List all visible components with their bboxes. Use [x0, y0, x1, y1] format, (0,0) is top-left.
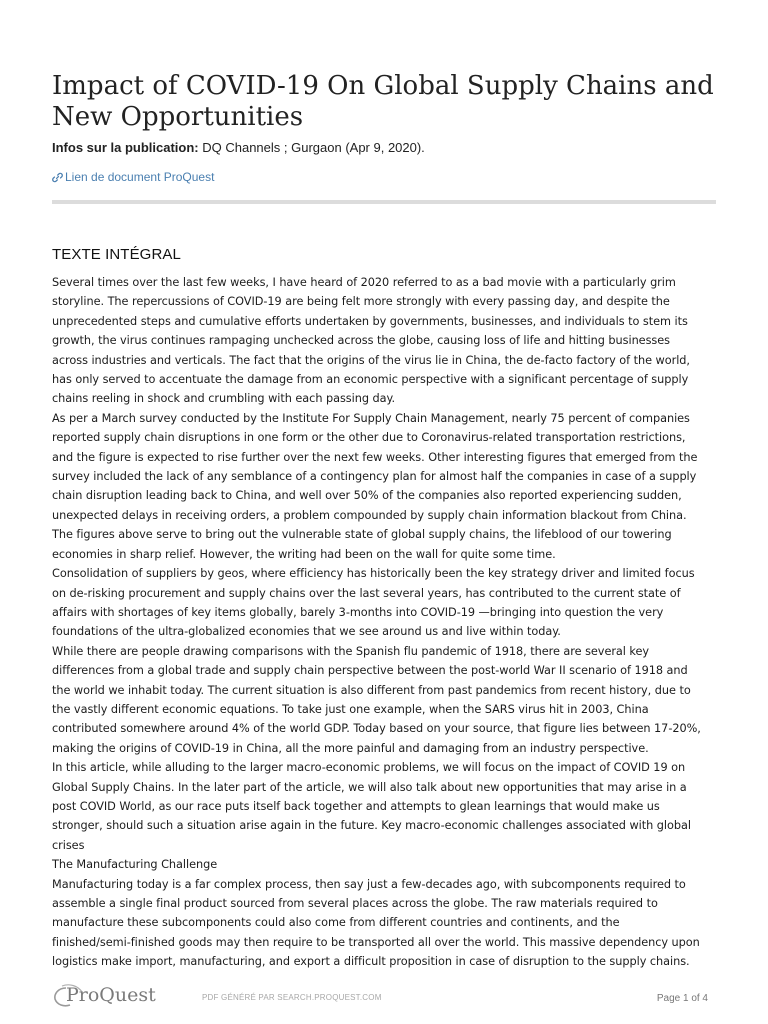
body-line: Manufacturing today is a far complex process, then say just a few-decades ago, with subcomponents required to — [52, 877, 686, 891]
body-line: While there are people drawing comparisons with the Spanish flu pandemic of 1918, there are several key — [52, 644, 650, 658]
body-line: the vastly different economic equations. To take just one example, when the SARS virus hit in 2003, China — [52, 702, 649, 716]
footer-page-number: Page 1 of 4 — [656, 993, 708, 1004]
body-line: logistics make import, manufacturing, and export a difficult proposition in case of disruption to the supply chains. — [52, 955, 690, 969]
body-line: As per a March survey conducted by the Institute For Supply Chain Management, nearly 75 percent of companies — [52, 411, 690, 425]
footer-generated-text: PDF GÉNÉRÉ PAR SEARCH.PROQUEST.COM — [202, 993, 382, 1002]
proquest-document-link[interactable] — [52, 170, 214, 185]
body-line: In this article, while alluding to the larger macro-economic problems, we will focus on the impact of COVID 19 on — [52, 761, 686, 775]
body-line: contributed somewhere around 4% of the world GDP. Today based on your source, that figure lies between 17-20%, — [52, 722, 701, 736]
body-line: economies in sharp relief. However, the writing had been on the wall for quite some time. — [52, 547, 556, 561]
body-line: chains reeling in shock and crumbling with each passing day. — [52, 392, 396, 406]
document-title: Impact of COVID-19 On Global Supply Chains and New Opportunities — [52, 71, 714, 132]
body-line: making the origins of COVID-19 in China, all the more painful and damaging from an industry perspective. — [52, 741, 649, 755]
header-divider — [52, 200, 716, 204]
body-line: stronger, should such a situation arise again in the future. Key macro-economic challenges associated with global — [52, 819, 691, 833]
link-icon — [52, 172, 63, 183]
body-line: unexpected delays in receiving orders, a problem compounded by supply chain information blackout from China. — [52, 508, 687, 522]
body-line: assemble a single final product sourced from several places across the globe. The raw materials required to — [52, 897, 658, 910]
body-line: finished/semi-finished goods may then require to be transported all over the world. This massive dependency upon — [52, 935, 700, 949]
body-line: foundations of the ultra-globalized economies that we see around us and live within today. — [52, 625, 561, 639]
publication-label: Infos sur la publication: — [52, 140, 199, 155]
link-label[interactable]: Lien de document ProQuest — [65, 170, 215, 184]
body-line: manufacture these subcomponents could also come from different countries and continents, and the — [52, 916, 620, 930]
body-line: The figures above serve to bring out the vulnerable state of global supply chains, the lifeblood of our towering — [52, 528, 672, 542]
body-line: Global Supply Chains. In the later part of the article, we will also talk about new opportunities that may arise in a — [52, 780, 687, 794]
proquest-logo — [52, 980, 156, 1010]
body-line: The Manufacturing Challenge — [52, 858, 218, 872]
body-line: Consolidation of suppliers by geos, where efficiency has historically been the key strategy driver and limited focus — [52, 567, 695, 581]
body-line: the world we inhabit today. The current situation is also different from past pandemics from recent history, due to — [52, 683, 691, 697]
body-line: Several times over the last few weeks, I have heard of 2020 referred to as a bad movie with a particularly grim — [52, 276, 676, 289]
body-line: across industries and verticals. The fact that the origins of the virus lie in China, the de-facto factory of the world, — [52, 353, 690, 367]
publication-info — [52, 139, 716, 156]
publication-value: DQ Channels ; Gurgaon (Apr 9, 2020). — [198, 140, 425, 155]
body-line: differences from a global trade and supply chain perspective between the post-world War II scenario of 1918 and — [52, 664, 688, 678]
logo-text: ProQuest — [66, 984, 156, 1006]
body-line: chain disruption leading back to China, and well over 50% of the companies also reported experiencing sudden, — [52, 489, 682, 503]
body-line: post COVID World, as our race puts itself back together and attempts to glean learnings that would make us — [52, 799, 660, 813]
body-line: affairs with shortages of key items globally, barely 3-months into COVID-19 —bringing into question the very — [52, 605, 664, 619]
body-line: storyline. The repercussions of COVID-19 are being felt more strongly with every passing day, and despite the — [52, 295, 670, 309]
body-text — [52, 273, 722, 972]
section-heading: TEXTE INTÉGRAL — [52, 246, 181, 263]
body-line: reported supply chain disruptions in one form or the other due to Coronavirus-related transportation restrictions, — [52, 431, 686, 445]
body-line: crises — [52, 838, 85, 852]
body-line: unprecedented steps and cumulative efforts undertaken by governments, businesses, and individuals to stem its — [52, 314, 688, 328]
body-line: has only served to accentuate the damage from an economic perspective with a significant percentage of supply — [52, 373, 689, 387]
body-line: and the figure is expected to rise further over the next few weeks. Other interesting figures that emerged from the — [52, 450, 698, 464]
body-line: survey included the lack of any semblance of a contingency plan for almost half the companies in case of a supply — [52, 470, 697, 484]
body-line: on de-risking procurement and supply chains over the last several years, has contributed to the current state of — [52, 586, 681, 600]
body-line: growth, the virus continues rampaging unchecked across the globe, causing loss of life and hitting businesses — [52, 334, 670, 348]
